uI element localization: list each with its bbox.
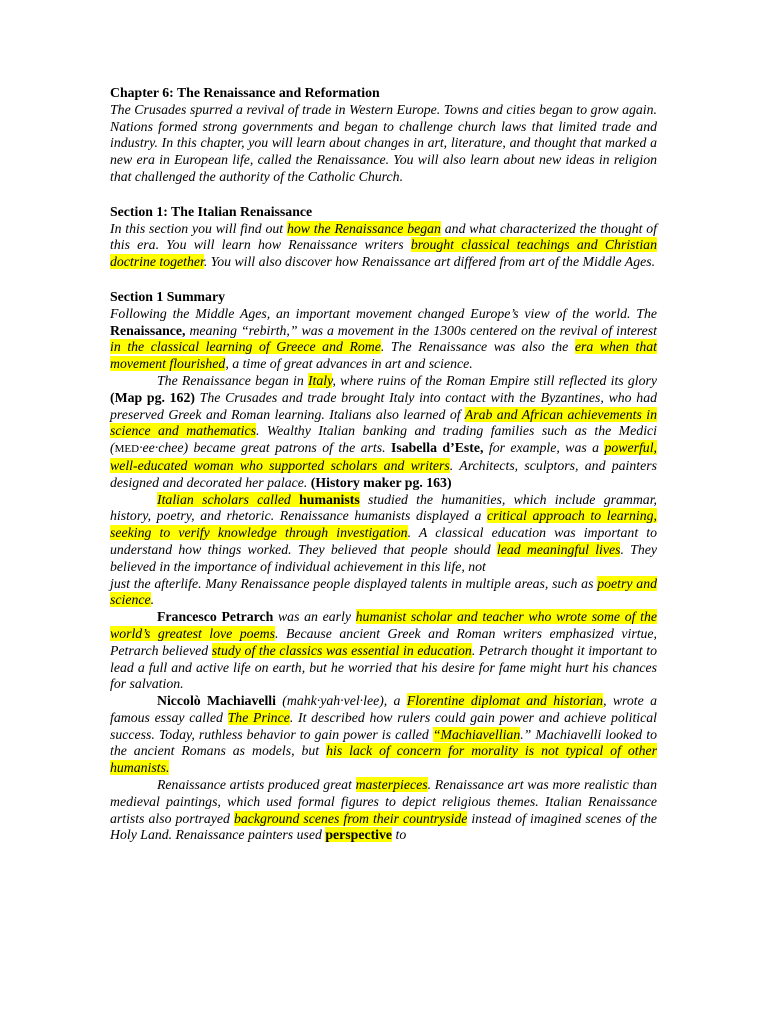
- map-reference: (Map pg. 162): [110, 389, 195, 405]
- summary-paragraph-4: [110, 609, 657, 693]
- text: . Architects, sculptors, and painters designed and decorated her palace.: [110, 457, 657, 490]
- pronunciation-stress: MED: [114, 443, 140, 456]
- highlight: poetry and science: [110, 575, 657, 608]
- summary-title: Section 1 Summary: [110, 288, 225, 304]
- chapter-title: Chapter 6: The Renaissance and Reformation: [110, 85, 380, 100]
- highlight: Italian scholars called: [157, 491, 300, 507]
- text: , a time of great advances in art and science.: [225, 356, 473, 372]
- history-maker-reference: (History maker pg. 163): [310, 474, 452, 490]
- text: , wrote a famous essay called: [110, 693, 657, 725]
- highlight: background scenes from their countryside: [233, 810, 468, 826]
- highlight: brought classical teachings and Christian doctrine together: [110, 237, 657, 270]
- summary-paragraph-6: [110, 777, 657, 844]
- highlight: critical approach to learning, seeking to verify knowledge through investigation: [110, 508, 657, 541]
- spacer: [110, 271, 657, 289]
- text: . Renaissance art was more realistic than medieval paintings, which used formal figures to depict religious themes. Italian Renaissance artists also portrayed: [110, 777, 657, 826]
- summary-paragraph-1: [110, 306, 657, 373]
- text: . They believed in the importance of individual achievement in this life, not: [110, 541, 657, 574]
- text: . You will also discover how Renaissance art differed from art of the Middle Ages.: [203, 254, 656, 270]
- document-page: [110, 85, 657, 844]
- spacer: [110, 186, 657, 204]
- text: .” Machiavelli looked to the ancient Romans as models, but: [110, 726, 657, 759]
- text: In this section you will find out: [110, 220, 287, 236]
- text: ·ee·chee) became great patrons of the arts.: [139, 440, 391, 456]
- highlight: in the classical learning of Greece and Rome: [110, 339, 381, 355]
- summary-paragraph-3: [110, 492, 657, 576]
- text: for example, was a: [483, 440, 605, 456]
- highlight: Florentine diplomat and historian: [406, 693, 604, 709]
- text: The Renaissance began in: [157, 372, 308, 388]
- text: Following the Middle Ages, an important movement changed Europe’s view of the world. The: [110, 305, 657, 321]
- summary-paragraph-3-continued: [110, 576, 657, 610]
- text: meaning “rebirth,” was a movement in the 1300s centered on the revival of interest: [185, 322, 657, 338]
- key-term: Renaissance,: [110, 322, 186, 338]
- text: instead of imagined scenes of the Holy Land. Renaissance painters used: [110, 810, 657, 843]
- key-term: perspective: [325, 827, 393, 843]
- highlight: era when that movement flourished: [110, 339, 657, 372]
- text: was an early: [273, 609, 356, 625]
- highlight: humanist scholar and teacher who wrote some of the world’s greatest love poems: [110, 609, 657, 641]
- chapter-intro: The Crusades spurred a revival of trade in Western Europe. Towns and cities began to grow again. Nations formed strong governments and began to challenge church laws that limited trade and industry. In this chapter, you will learn about changes in art, literature, and thought that marked a new era in European life, called the Renaissance. You will also learn about new ideas in religion that challenged the authority of the Catholic Church.: [110, 101, 657, 184]
- text: to: [392, 827, 407, 843]
- highlight: Arab and African achievements in science and mathematics: [110, 406, 657, 439]
- text: . Petrarch thought it important to lead a full and active life on earth, but he worried that his desire for fame might hurt his chances for salvation.: [110, 642, 657, 692]
- key-term: Niccolò Machiavelli: [157, 693, 276, 709]
- key-term: Isabella d’Este,: [391, 440, 484, 456]
- text: just the afterlife. Many Renaissance people displayed talents in multiple areas, such as: [110, 575, 598, 591]
- section-title: Section 1: The Italian Renaissance: [110, 203, 313, 219]
- key-term: humanists: [299, 491, 360, 507]
- text: , where ruins of the Roman Empire still reflected its glory: [332, 372, 657, 388]
- highlight: study of the classics was essential in education: [211, 642, 472, 658]
- text: . Wealthy Italian banking and trading families such as the Medici (: [110, 423, 657, 456]
- text: . The Renaissance was also the: [380, 339, 575, 355]
- text: (mahk·yah·vel·lee), a: [275, 693, 407, 709]
- highlight: masterpieces: [355, 777, 428, 793]
- highlight: “Machiavellian: [432, 726, 521, 742]
- summary-paragraph-2: [110, 373, 657, 492]
- text: . A classical education was important to understand how things worked. They believed that people should: [110, 525, 657, 557]
- highlight: lead meaningful lives: [496, 541, 621, 557]
- text: studied the humanities, which include grammar, history, poetry, and rhetoric. Renaissance humanists displayed a: [110, 491, 657, 524]
- text: .: [150, 592, 155, 608]
- summary-paragraph-5: [110, 693, 657, 777]
- highlight: The Prince: [227, 709, 290, 725]
- text: and what characterized the thought of this era. You will learn how Renaissance writers: [110, 220, 657, 253]
- text: Renaissance artists produced great: [157, 777, 356, 793]
- highlight: how the Renaissance began: [286, 220, 441, 236]
- key-term: Francesco Petrarch: [157, 609, 274, 625]
- highlight: Italy: [307, 372, 333, 388]
- highlight: powerful, well-educated woman who supported scholars and writers: [110, 440, 657, 473]
- section-intro: [110, 221, 657, 271]
- text: . It described how rulers could gain power and achieve political success. Today, ruthless behavior to gain power is called: [110, 709, 657, 742]
- text: . Because ancient Greek and Roman writers emphasized virtue, Petrarch believed: [110, 625, 657, 658]
- text: The Crusades and trade brought Italy into contact with the Byzantines, who had preserved Greek and Roman learning. Italians also learned of: [110, 389, 657, 422]
- highlight: his lack of concern for morality is not typical of other humanists.: [110, 743, 657, 776]
